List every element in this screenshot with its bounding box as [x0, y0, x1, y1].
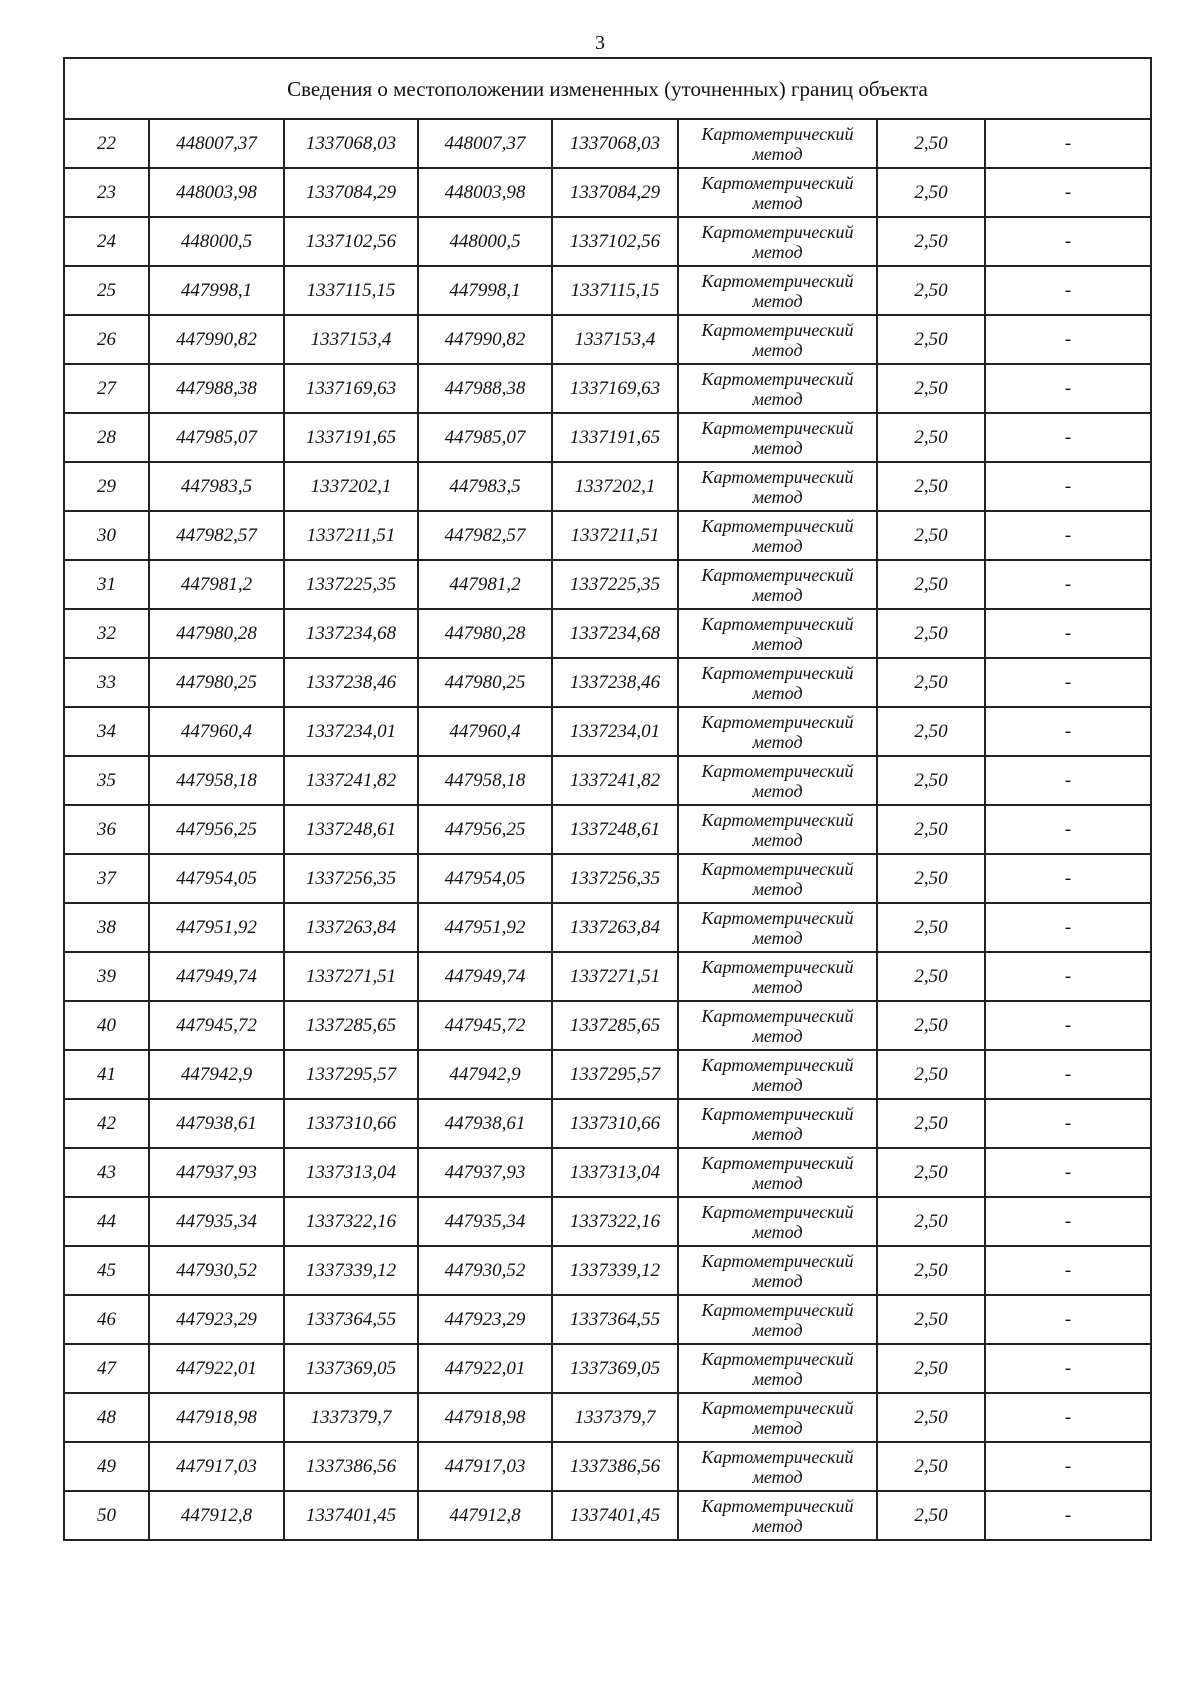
- existing-x-cell: 447922,01: [149, 1344, 284, 1393]
- existing-y-cell: 1337369,05: [284, 1344, 418, 1393]
- table-row: [64, 1001, 1151, 1050]
- refined-x-cell: 447949,74: [418, 952, 552, 1001]
- accuracy-cell: 2,50: [877, 1393, 985, 1442]
- existing-y-cell: 1337241,82: [284, 756, 418, 805]
- existing-x-cell: 447945,72: [149, 1001, 284, 1050]
- table-row: [64, 707, 1151, 756]
- refined-x-cell: 447990,82: [418, 315, 552, 364]
- existing-x-cell: 447923,29: [149, 1295, 284, 1344]
- accuracy-cell: 2,50: [877, 1295, 985, 1344]
- table-title-row: [64, 58, 1151, 119]
- existing-y-cell: 1337310,66: [284, 1099, 418, 1148]
- method-cell: Картометрический метод: [678, 1442, 877, 1491]
- point-number-cell: 28: [64, 413, 149, 462]
- note-cell: -: [985, 854, 1151, 903]
- refined-x-cell: 447938,61: [418, 1099, 552, 1148]
- existing-x-cell: 447998,1: [149, 266, 284, 315]
- note-cell: -: [985, 560, 1151, 609]
- point-number-cell: 26: [64, 315, 149, 364]
- table-row: [64, 1246, 1151, 1295]
- refined-y-cell: 1337202,1: [552, 462, 678, 511]
- refined-y-cell: 1337169,63: [552, 364, 678, 413]
- accuracy-cell: 2,50: [877, 1246, 985, 1295]
- existing-y-cell: 1337313,04: [284, 1148, 418, 1197]
- existing-y-cell: 1337401,45: [284, 1491, 418, 1540]
- point-number-cell: 40: [64, 1001, 149, 1050]
- refined-y-cell: 1337369,05: [552, 1344, 678, 1393]
- refined-y-cell: 1337339,12: [552, 1246, 678, 1295]
- existing-y-cell: 1337379,7: [284, 1393, 418, 1442]
- existing-x-cell: 447949,74: [149, 952, 284, 1001]
- existing-y-cell: 1337169,63: [284, 364, 418, 413]
- method-cell: Картометрический метод: [678, 1148, 877, 1197]
- table-row: [64, 266, 1151, 315]
- existing-x-cell: 448007,37: [149, 119, 284, 168]
- refined-y-cell: 1337313,04: [552, 1148, 678, 1197]
- table-row: [64, 1099, 1151, 1148]
- existing-y-cell: 1337256,35: [284, 854, 418, 903]
- refined-x-cell: 447985,07: [418, 413, 552, 462]
- note-cell: -: [985, 217, 1151, 266]
- point-number-cell: 23: [64, 168, 149, 217]
- refined-x-cell: 447951,92: [418, 903, 552, 952]
- existing-x-cell: 447935,34: [149, 1197, 284, 1246]
- refined-x-cell: 447983,5: [418, 462, 552, 511]
- existing-y-cell: 1337191,65: [284, 413, 418, 462]
- note-cell: -: [985, 805, 1151, 854]
- point-number-cell: 34: [64, 707, 149, 756]
- note-cell: -: [985, 1442, 1151, 1491]
- existing-x-cell: 447956,25: [149, 805, 284, 854]
- refined-x-cell: 447982,57: [418, 511, 552, 560]
- accuracy-cell: 2,50: [877, 119, 985, 168]
- existing-x-cell: 447917,03: [149, 1442, 284, 1491]
- existing-y-cell: 1337202,1: [284, 462, 418, 511]
- existing-y-cell: 1337285,65: [284, 1001, 418, 1050]
- point-number-cell: 35: [64, 756, 149, 805]
- refined-x-cell: 448007,37: [418, 119, 552, 168]
- existing-y-cell: 1337263,84: [284, 903, 418, 952]
- existing-y-cell: 1337115,15: [284, 266, 418, 315]
- accuracy-cell: 2,50: [877, 1442, 985, 1491]
- method-cell: Картометрический метод: [678, 1001, 877, 1050]
- refined-x-cell: 447917,03: [418, 1442, 552, 1491]
- refined-x-cell: 447912,8: [418, 1491, 552, 1540]
- existing-x-cell: 447918,98: [149, 1393, 284, 1442]
- method-cell: Картометрический метод: [678, 217, 877, 266]
- point-number-cell: 39: [64, 952, 149, 1001]
- refined-x-cell: 447930,52: [418, 1246, 552, 1295]
- accuracy-cell: 2,50: [877, 1197, 985, 1246]
- point-number-cell: 24: [64, 217, 149, 266]
- note-cell: -: [985, 658, 1151, 707]
- table-row: [64, 364, 1151, 413]
- existing-y-cell: 1337234,68: [284, 609, 418, 658]
- existing-x-cell: 447960,4: [149, 707, 284, 756]
- note-cell: -: [985, 364, 1151, 413]
- existing-y-cell: 1337234,01: [284, 707, 418, 756]
- point-number-cell: 36: [64, 805, 149, 854]
- table-row: [64, 511, 1151, 560]
- note-cell: -: [985, 1344, 1151, 1393]
- existing-x-cell: 447937,93: [149, 1148, 284, 1197]
- point-number-cell: 37: [64, 854, 149, 903]
- method-cell: Картометрический метод: [678, 1344, 877, 1393]
- refined-x-cell: 447981,2: [418, 560, 552, 609]
- refined-y-cell: 1337364,55: [552, 1295, 678, 1344]
- accuracy-cell: 2,50: [877, 1148, 985, 1197]
- point-number-cell: 43: [64, 1148, 149, 1197]
- existing-x-cell: 448003,98: [149, 168, 284, 217]
- refined-x-cell: 447980,25: [418, 658, 552, 707]
- note-cell: -: [985, 952, 1151, 1001]
- note-cell: -: [985, 1491, 1151, 1540]
- table-row: [64, 1050, 1151, 1099]
- method-cell: Картометрический метод: [678, 1050, 877, 1099]
- accuracy-cell: 2,50: [877, 854, 985, 903]
- point-number-cell: 49: [64, 1442, 149, 1491]
- coordinates-table: [63, 57, 1152, 1541]
- existing-y-cell: 1337084,29: [284, 168, 418, 217]
- existing-x-cell: 447980,25: [149, 658, 284, 707]
- accuracy-cell: 2,50: [877, 707, 985, 756]
- table-row: [64, 119, 1151, 168]
- existing-y-cell: 1337102,56: [284, 217, 418, 266]
- point-number-cell: 29: [64, 462, 149, 511]
- refined-y-cell: 1337271,51: [552, 952, 678, 1001]
- existing-x-cell: 447938,61: [149, 1099, 284, 1148]
- existing-y-cell: 1337364,55: [284, 1295, 418, 1344]
- accuracy-cell: 2,50: [877, 315, 985, 364]
- refined-y-cell: 1337191,65: [552, 413, 678, 462]
- point-number-cell: 50: [64, 1491, 149, 1540]
- note-cell: -: [985, 707, 1151, 756]
- note-cell: -: [985, 609, 1151, 658]
- table-row: [64, 413, 1151, 462]
- refined-x-cell: 448003,98: [418, 168, 552, 217]
- note-cell: -: [985, 1148, 1151, 1197]
- point-number-cell: 44: [64, 1197, 149, 1246]
- note-cell: -: [985, 1099, 1151, 1148]
- table-title: Сведения о местоположении измененных (уточненных) границ объекта: [64, 58, 1151, 119]
- note-cell: -: [985, 315, 1151, 364]
- accuracy-cell: 2,50: [877, 1099, 985, 1148]
- page-number: 3: [595, 32, 605, 54]
- accuracy-cell: 2,50: [877, 903, 985, 952]
- note-cell: -: [985, 1001, 1151, 1050]
- point-number-cell: 33: [64, 658, 149, 707]
- note-cell: -: [985, 1393, 1151, 1442]
- method-cell: Картометрический метод: [678, 266, 877, 315]
- point-number-cell: 27: [64, 364, 149, 413]
- refined-y-cell: 1337310,66: [552, 1099, 678, 1148]
- point-number-cell: 47: [64, 1344, 149, 1393]
- table-row: [64, 1491, 1151, 1540]
- existing-y-cell: 1337068,03: [284, 119, 418, 168]
- method-cell: Картометрический метод: [678, 119, 877, 168]
- method-cell: Картометрический метод: [678, 609, 877, 658]
- method-cell: Картометрический метод: [678, 315, 877, 364]
- note-cell: -: [985, 266, 1151, 315]
- table-body: [64, 58, 1151, 1540]
- refined-x-cell: 447918,98: [418, 1393, 552, 1442]
- note-cell: -: [985, 119, 1151, 168]
- table-row: [64, 315, 1151, 364]
- accuracy-cell: 2,50: [877, 168, 985, 217]
- point-number-cell: 30: [64, 511, 149, 560]
- refined-x-cell: 447942,9: [418, 1050, 552, 1099]
- accuracy-cell: 2,50: [877, 413, 985, 462]
- table-row: [64, 756, 1151, 805]
- method-cell: Картометрический метод: [678, 413, 877, 462]
- refined-y-cell: 1337285,65: [552, 1001, 678, 1050]
- existing-x-cell: 447990,82: [149, 315, 284, 364]
- method-cell: Картометрический метод: [678, 805, 877, 854]
- refined-x-cell: 447945,72: [418, 1001, 552, 1050]
- point-number-cell: 25: [64, 266, 149, 315]
- table-row: [64, 658, 1151, 707]
- existing-x-cell: 448000,5: [149, 217, 284, 266]
- existing-x-cell: 447981,2: [149, 560, 284, 609]
- accuracy-cell: 2,50: [877, 1491, 985, 1540]
- method-cell: Картометрический метод: [678, 658, 877, 707]
- refined-y-cell: 1337153,4: [552, 315, 678, 364]
- accuracy-cell: 2,50: [877, 364, 985, 413]
- table-row: [64, 1197, 1151, 1246]
- existing-x-cell: 447988,38: [149, 364, 284, 413]
- method-cell: Картометрический метод: [678, 1246, 877, 1295]
- accuracy-cell: 2,50: [877, 756, 985, 805]
- method-cell: Картометрический метод: [678, 952, 877, 1001]
- existing-y-cell: 1337271,51: [284, 952, 418, 1001]
- point-number-cell: 32: [64, 609, 149, 658]
- table-row: [64, 1344, 1151, 1393]
- refined-x-cell: 447988,38: [418, 364, 552, 413]
- refined-y-cell: 1337256,35: [552, 854, 678, 903]
- existing-y-cell: 1337339,12: [284, 1246, 418, 1295]
- method-cell: Картометрический метод: [678, 1393, 877, 1442]
- point-number-cell: 45: [64, 1246, 149, 1295]
- note-cell: -: [985, 413, 1151, 462]
- accuracy-cell: 2,50: [877, 805, 985, 854]
- point-number-cell: 46: [64, 1295, 149, 1344]
- existing-y-cell: 1337295,57: [284, 1050, 418, 1099]
- refined-x-cell: 447923,29: [418, 1295, 552, 1344]
- method-cell: Картометрический метод: [678, 1491, 877, 1540]
- existing-x-cell: 447958,18: [149, 756, 284, 805]
- method-cell: Картометрический метод: [678, 756, 877, 805]
- method-cell: Картометрический метод: [678, 168, 877, 217]
- existing-x-cell: 447980,28: [149, 609, 284, 658]
- existing-y-cell: 1337386,56: [284, 1442, 418, 1491]
- point-number-cell: 31: [64, 560, 149, 609]
- method-cell: Картометрический метод: [678, 707, 877, 756]
- point-number-cell: 48: [64, 1393, 149, 1442]
- table-row: [64, 903, 1151, 952]
- existing-x-cell: 447912,8: [149, 1491, 284, 1540]
- accuracy-cell: 2,50: [877, 1344, 985, 1393]
- refined-y-cell: 1337234,01: [552, 707, 678, 756]
- table-row: [64, 217, 1151, 266]
- table-row: [64, 462, 1151, 511]
- existing-y-cell: 1337322,16: [284, 1197, 418, 1246]
- existing-y-cell: 1337248,61: [284, 805, 418, 854]
- refined-x-cell: 447935,34: [418, 1197, 552, 1246]
- refined-x-cell: 447998,1: [418, 266, 552, 315]
- refined-y-cell: 1337102,56: [552, 217, 678, 266]
- accuracy-cell: 2,50: [877, 658, 985, 707]
- table-row: [64, 1442, 1151, 1491]
- refined-y-cell: 1337084,29: [552, 168, 678, 217]
- note-cell: -: [985, 1197, 1151, 1246]
- existing-x-cell: 447954,05: [149, 854, 284, 903]
- existing-y-cell: 1337153,4: [284, 315, 418, 364]
- accuracy-cell: 2,50: [877, 462, 985, 511]
- accuracy-cell: 2,50: [877, 952, 985, 1001]
- accuracy-cell: 2,50: [877, 609, 985, 658]
- existing-y-cell: 1337225,35: [284, 560, 418, 609]
- note-cell: -: [985, 511, 1151, 560]
- accuracy-cell: 2,50: [877, 1050, 985, 1099]
- refined-y-cell: 1337238,46: [552, 658, 678, 707]
- point-number-cell: 41: [64, 1050, 149, 1099]
- note-cell: -: [985, 462, 1151, 511]
- refined-y-cell: 1337241,82: [552, 756, 678, 805]
- refined-y-cell: 1337379,7: [552, 1393, 678, 1442]
- method-cell: Картометрический метод: [678, 364, 877, 413]
- refined-y-cell: 1337322,16: [552, 1197, 678, 1246]
- table-row: [64, 560, 1151, 609]
- method-cell: Картометрический метод: [678, 854, 877, 903]
- note-cell: -: [985, 1295, 1151, 1344]
- existing-x-cell: 447930,52: [149, 1246, 284, 1295]
- table-row: [64, 609, 1151, 658]
- refined-x-cell: 447956,25: [418, 805, 552, 854]
- refined-y-cell: 1337068,03: [552, 119, 678, 168]
- table-row: [64, 1295, 1151, 1344]
- table-row: [64, 952, 1151, 1001]
- refined-x-cell: 447922,01: [418, 1344, 552, 1393]
- refined-x-cell: 447980,28: [418, 609, 552, 658]
- refined-x-cell: 447937,93: [418, 1148, 552, 1197]
- note-cell: -: [985, 903, 1151, 952]
- method-cell: Картометрический метод: [678, 462, 877, 511]
- existing-y-cell: 1337211,51: [284, 511, 418, 560]
- table-row: [64, 854, 1151, 903]
- note-cell: -: [985, 756, 1151, 805]
- accuracy-cell: 2,50: [877, 217, 985, 266]
- existing-y-cell: 1337238,46: [284, 658, 418, 707]
- existing-x-cell: 447985,07: [149, 413, 284, 462]
- refined-y-cell: 1337211,51: [552, 511, 678, 560]
- method-cell: Картометрический метод: [678, 1197, 877, 1246]
- point-number-cell: 42: [64, 1099, 149, 1148]
- accuracy-cell: 2,50: [877, 266, 985, 315]
- note-cell: -: [985, 1246, 1151, 1295]
- method-cell: Картометрический метод: [678, 511, 877, 560]
- existing-x-cell: 447942,9: [149, 1050, 284, 1099]
- refined-y-cell: 1337115,15: [552, 266, 678, 315]
- existing-x-cell: 447951,92: [149, 903, 284, 952]
- refined-y-cell: 1337401,45: [552, 1491, 678, 1540]
- refined-y-cell: 1337248,61: [552, 805, 678, 854]
- method-cell: Картометрический метод: [678, 1099, 877, 1148]
- refined-x-cell: 447960,4: [418, 707, 552, 756]
- table-row: [64, 1393, 1151, 1442]
- refined-x-cell: 447954,05: [418, 854, 552, 903]
- method-cell: Картометрический метод: [678, 903, 877, 952]
- refined-x-cell: 447958,18: [418, 756, 552, 805]
- refined-y-cell: 1337225,35: [552, 560, 678, 609]
- accuracy-cell: 2,50: [877, 1001, 985, 1050]
- method-cell: Картометрический метод: [678, 560, 877, 609]
- refined-y-cell: 1337234,68: [552, 609, 678, 658]
- refined-y-cell: 1337386,56: [552, 1442, 678, 1491]
- table-row: [64, 805, 1151, 854]
- existing-x-cell: 447983,5: [149, 462, 284, 511]
- note-cell: -: [985, 1050, 1151, 1099]
- method-cell: Картометрический метод: [678, 1295, 877, 1344]
- existing-x-cell: 447982,57: [149, 511, 284, 560]
- accuracy-cell: 2,50: [877, 511, 985, 560]
- table-row: [64, 168, 1151, 217]
- point-number-cell: 22: [64, 119, 149, 168]
- refined-y-cell: 1337263,84: [552, 903, 678, 952]
- accuracy-cell: 2,50: [877, 560, 985, 609]
- table-row: [64, 1148, 1151, 1197]
- refined-x-cell: 448000,5: [418, 217, 552, 266]
- point-number-cell: 38: [64, 903, 149, 952]
- refined-y-cell: 1337295,57: [552, 1050, 678, 1099]
- note-cell: -: [985, 168, 1151, 217]
